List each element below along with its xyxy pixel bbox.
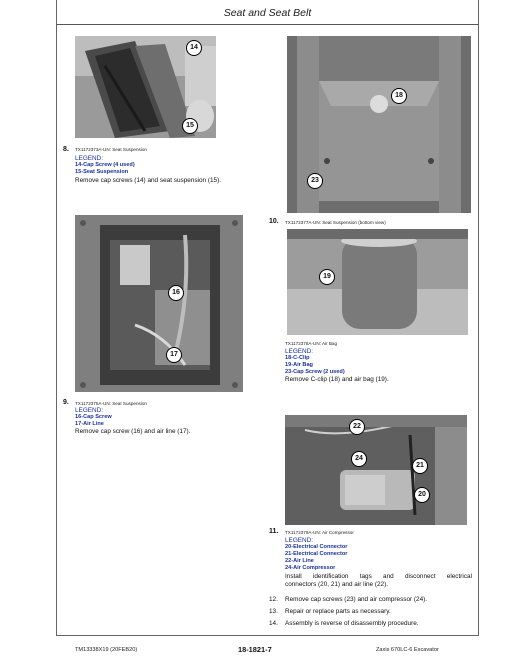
legend-item: 15-Seat Suspension xyxy=(75,169,129,175)
header-divider xyxy=(56,24,479,25)
legend-title: LEGEND: xyxy=(285,348,314,355)
step-text: Remove cap screw (16) and air line (17). xyxy=(75,428,191,435)
page-title: Seat and Seat Belt xyxy=(223,7,312,19)
legend-item: 23-Cap Screw (2 used) xyxy=(285,369,345,375)
figure-id: TX1172373A-UN: Seat Suspension xyxy=(75,147,147,152)
figure-id: TX1172377A-UN: Seat Suspension (bottom view) xyxy=(285,220,386,225)
step-number: 10. xyxy=(269,218,279,225)
step-number: 13. xyxy=(269,608,278,615)
step-text: Remove cap screws (14) and seat suspension (15). xyxy=(75,177,221,184)
step-text: Assembly is reverse of disassembly procedure. xyxy=(285,620,419,627)
step-text: Repair or replace parts as necessary. xyxy=(285,608,391,615)
step-number: 9. xyxy=(63,399,69,406)
legend-item: 19-Air Bag xyxy=(285,362,313,368)
step-number: 8. xyxy=(63,146,69,153)
legend-item: 18-C-Clip xyxy=(285,355,310,361)
figure-id: TX1172375A-UN: Seat Suspension xyxy=(75,401,147,406)
callout-16: 16 xyxy=(168,285,184,301)
step-text: connectors (20, 21) and air line (22). xyxy=(285,581,389,588)
step-text: Remove C-clip (18) and air bag (19). xyxy=(285,376,389,383)
step-number: 12. xyxy=(269,596,278,603)
seat-suspension-bottom-photo xyxy=(287,36,471,213)
legend-item: 22-Air Line xyxy=(285,558,314,564)
legend-item: 16-Cap Screw xyxy=(75,414,112,420)
callout-15: 15 xyxy=(182,118,198,134)
legend-title: LEGEND: xyxy=(75,407,104,414)
legend-item: 24-Air Compressor xyxy=(285,565,336,571)
callout-14: 14 xyxy=(186,40,202,56)
step-number: 11. xyxy=(269,528,279,535)
air-bag-photo xyxy=(287,229,468,335)
step-text: Install identification tags and disconnect electrical xyxy=(285,573,472,580)
legend-title: LEGEND: xyxy=(285,537,314,544)
legend-item: 21-Electrical Connector xyxy=(285,551,348,557)
callout-18: 18 xyxy=(391,88,407,104)
callout-23: 23 xyxy=(307,173,323,189)
figure-id: TX1172379A-UN: Air Compressor xyxy=(285,530,354,535)
step-number: 14. xyxy=(269,620,278,627)
callout-24: 24 xyxy=(351,451,367,467)
air-compressor-image xyxy=(285,415,467,525)
legend-title: LEGEND: xyxy=(75,155,104,162)
callout-22: 22 xyxy=(349,419,365,435)
footer-product: Zaxis 670LC-6 Excavator xyxy=(376,647,439,653)
step-text: Remove cap screws (23) and air compressor (24). xyxy=(285,596,428,603)
callout-21: 21 xyxy=(412,458,428,474)
footer-page-number: 18-1821-7 xyxy=(238,645,272,654)
seat-suspension-photo-2 xyxy=(75,215,243,392)
legend-item: 20-Electrical Connector xyxy=(285,544,348,550)
callout-17: 17 xyxy=(166,347,182,363)
air-bag-image xyxy=(287,229,468,335)
callout-20: 20 xyxy=(414,487,430,503)
callout-19: 19 xyxy=(319,269,335,285)
legend-item: 17-Air Line xyxy=(75,421,104,427)
footer-doc-id: TM13338X19 (20FEB20) xyxy=(75,647,138,653)
legend-item: 14-Cap Screw (4 used) xyxy=(75,162,135,168)
figure-id: TX1172378A-UN: Air Bag xyxy=(285,341,338,346)
seat-suspension-image xyxy=(75,215,243,392)
air-compressor-photo xyxy=(285,415,467,525)
seat-suspension-photo-1 xyxy=(75,36,216,138)
